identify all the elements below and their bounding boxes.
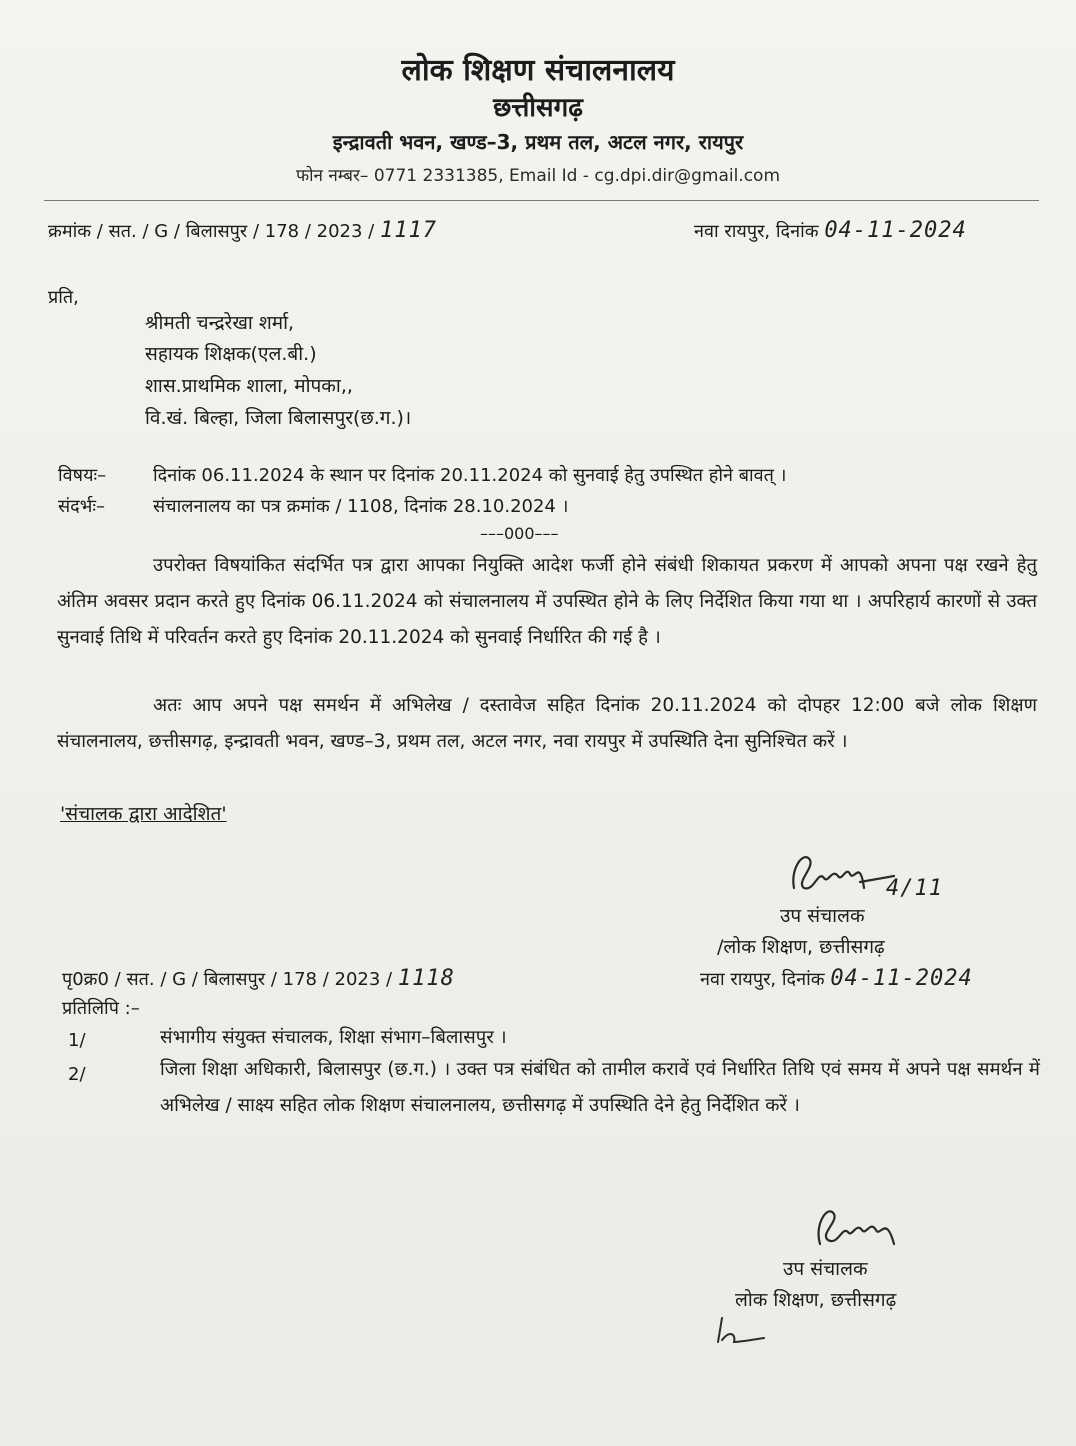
reference-label: संदर्भः–: [58, 496, 106, 517]
subject-text: दिनांक 06.11.2024 के स्थान पर दिनांक 20.11.2024 को सुनवाई हेतु उपस्थित होने बावत् ।: [153, 465, 787, 486]
body-paragraph-1-text: उपरोक्त विषयांकित संदर्भित पत्र द्वारा आपका नियुक्ति आदेश फर्जी होने संबंधी शिकायत प्रकरण में आपको अपना पक्ष रखने हेतु अंतिम अवसर प्रदान करते हुए दिनांक 06.11.2024 को संचालनालय में उपस्थित होने के लिए निर्देशित किया गया था । अपरिहार्य कारणों से उक्त सुनवाई तिथि में परिवर्तन करते हुए दिनांक 20.11.2024 को सुनवाई निर्धारित की गई है ।: [57, 555, 1037, 648]
state-name: छत्तीसगढ़: [493, 93, 583, 123]
ref-number-text: क्रमांक / सत. / G / बिलासपुर / 178 / 2023 /: [48, 221, 375, 242]
body-paragraph-2: [57, 688, 1037, 760]
org-name: लोक शिक्षण संचालनालय: [401, 53, 675, 88]
order-line: 'संचालक द्वारा आदेशित': [60, 803, 227, 825]
cc-label: प्रतिलिपि :–: [62, 998, 140, 1019]
copy-place-date-label: नवा रायपुर, दिनांक: [700, 969, 825, 990]
copy-ref-number-text: पृ0क्र0 / सत. / G / बिलासपुर / 178 / 2023 /: [62, 969, 393, 990]
signature-1-designation: उप संचालक: [780, 905, 865, 927]
subject-label: विषयः–: [58, 465, 107, 486]
signature-2-icon: [806, 1200, 916, 1260]
copy-ref-date: [700, 966, 973, 991]
place-date-label: नवा रायपुर, दिनांक: [694, 221, 819, 242]
separator: –––000–––: [480, 524, 559, 543]
signature-2-department: लोक शिक्षण, छत्तीसगढ़: [735, 1289, 897, 1311]
addressee-line: श्रीमती चन्द्ररेखा शर्मा,: [145, 312, 295, 334]
initial-mark-icon: [712, 1312, 772, 1352]
copy-date-handwritten: 04-11-2024: [830, 966, 973, 991]
ref-date: [694, 218, 967, 243]
addressee-line: वि.खं. बिल्हा, जिला बिलासपुर(छ.ग.)।: [145, 407, 412, 429]
cc-item-text: संभागीय संयुक्त संचालक, शिक्षा संभाग–बिलासपुर ।: [160, 1027, 507, 1048]
contact-line: फोन नम्बर– 0771 2331385, Email Id - cg.dpi.dir@gmail.com: [295, 166, 781, 186]
addressee-line: सहायक शिक्षक(एल.बी.): [145, 343, 317, 365]
addressee-line: शास.प्राथमिक शाला, मोपका,,: [145, 375, 353, 397]
body-paragraph-2-text: अतः आप अपने पक्ष समर्थन में अभिलेख / दस्तावेज सहित दिनांक 20.11.2024 को दोपहर 12:00 बजे लोक शिक्षण संचालनालय, छत्तीसगढ़, इन्द्रावती भवन, खण्ड–3, प्रथम तल, अटल नगर, नवा रायपुर में उपस्थिति देना सुनिश्चित करें ।: [57, 695, 1037, 752]
header-divider: [44, 200, 1039, 201]
cc-item-number: 1/: [68, 1030, 86, 1051]
copy-ref-number-handwritten: 1118: [397, 966, 455, 991]
cc-item-number: 2/: [68, 1064, 86, 1085]
cc-item-text: जिला शिक्षा अधिकारी, बिलासपुर (छ.ग.) । उक्त पत्र संबंधित को तामील करावें एवं निर्धारित तिथि एवं समय में अपने पक्ष समर्थन में अभिलेख / साक्ष्य सहित लोक शिक्षण संचालनालय, छत्तीसगढ़ में उपस्थिति देने हेतु निर्देशित करें ।: [160, 1059, 1040, 1116]
copy-ref-number: [62, 966, 455, 991]
reference-text: संचालनालय का पत्र क्रमांक / 1108, दिनांक 28.10.2024 ।: [153, 496, 569, 517]
signature-2-designation: उप संचालक: [783, 1258, 868, 1280]
address-line: इन्द्रावती भवन, खण्ड–3, प्रथम तल, अटल नगर, रायपुर: [332, 130, 744, 154]
date-handwritten: 04-11-2024: [824, 218, 967, 243]
to-label: प्रति,: [48, 287, 79, 308]
body-paragraph-1: [57, 548, 1037, 656]
ref-number-handwritten: 1117: [379, 218, 437, 243]
signature-1-initials: 4/11: [886, 876, 943, 901]
ref-number: [48, 218, 437, 243]
signature-1-department: /लोक शिक्षण, छत्तीसगढ़: [717, 936, 885, 958]
